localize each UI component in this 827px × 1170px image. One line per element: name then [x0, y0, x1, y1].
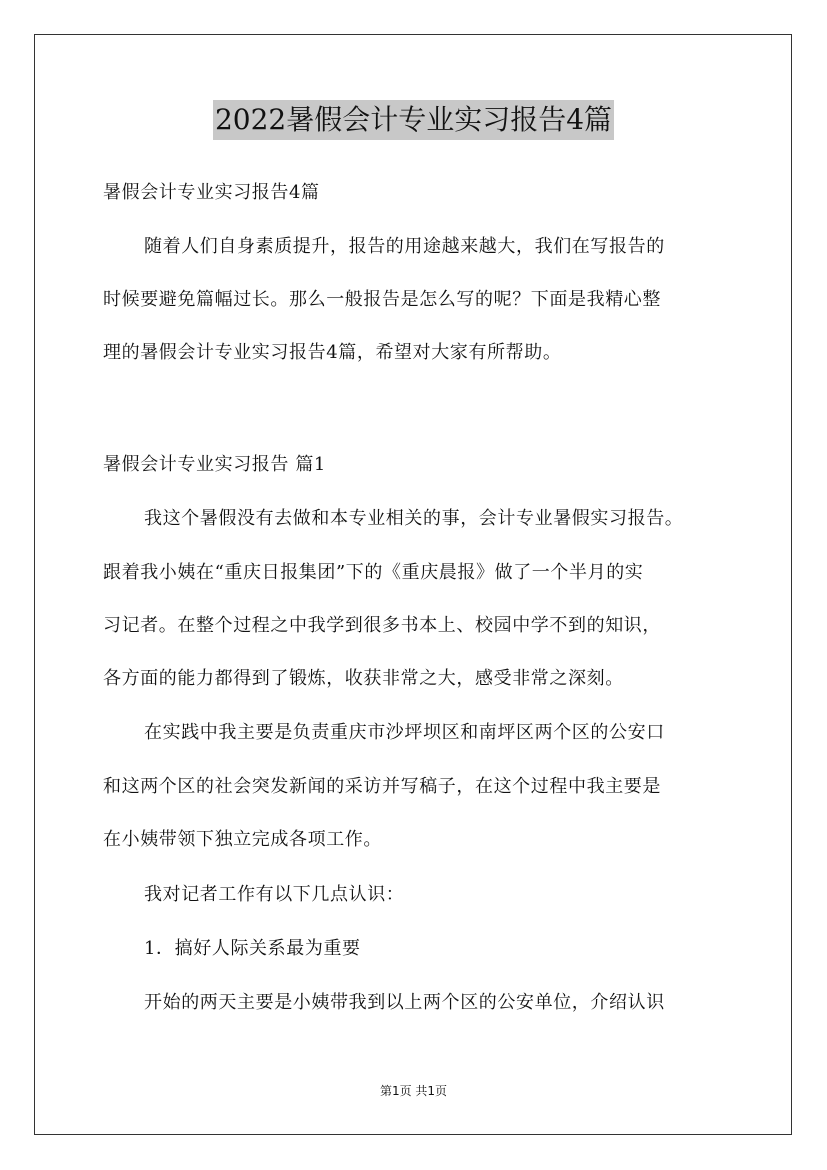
paragraph-line: 习记者。在整个过程之中我学到很多书本上、校园中学不到的知识，: [103, 615, 661, 636]
paragraph-line: 在实践中我主要是负责重庆市沙坪坝区和南坪区两个区的公安口: [144, 722, 665, 743]
list-item-heading: 1．搞好人际关系最为重要: [144, 938, 361, 959]
paragraph-line: 开始的两天主要是小姨带我到以上两个区的公安单位，介绍认识: [144, 992, 665, 1013]
paragraph-line: 各方面的能力都得到了锻炼，收获非常之大，感受非常之深刻。: [103, 668, 624, 689]
paragraph-line: 时候要避免篇幅过长。那么一般报告是怎么写的呢？下面是我精心整: [103, 289, 661, 310]
paragraph-line: 我对记者工作有以下几点认识：: [144, 884, 405, 905]
document-title: 2022暑假会计专业实习报告4篇: [213, 100, 614, 140]
page-footer: 第1页 共1页: [379, 1084, 448, 1098]
paragraph-line: 在小姨带领下独立完成各项工作。: [103, 829, 382, 850]
subtitle: 暑假会计专业实习报告4篇: [103, 182, 320, 203]
paragraph-line: 和这两个区的社会突发新闻的采访并写稿子，在这个过程中我主要是: [103, 776, 661, 797]
document-title-wrapper: [0, 100, 827, 140]
paragraph-line: 理的暑假会计专业实习报告4篇，希望对大家有所帮助。: [103, 342, 562, 363]
section-heading: 暑假会计专业实习报告 篇1: [103, 454, 326, 475]
paragraph-line: 随着人们自身素质提升，报告的用途越来越大，我们在写报告的: [144, 236, 665, 257]
paragraph-line: 跟着我小姨在“重庆日报集团”下的《重庆晨报》做了一个半月的实: [103, 562, 644, 583]
paragraph-line: 我这个暑假没有去做和本专业相关的事，会计专业暑假实习报告。: [144, 508, 684, 529]
